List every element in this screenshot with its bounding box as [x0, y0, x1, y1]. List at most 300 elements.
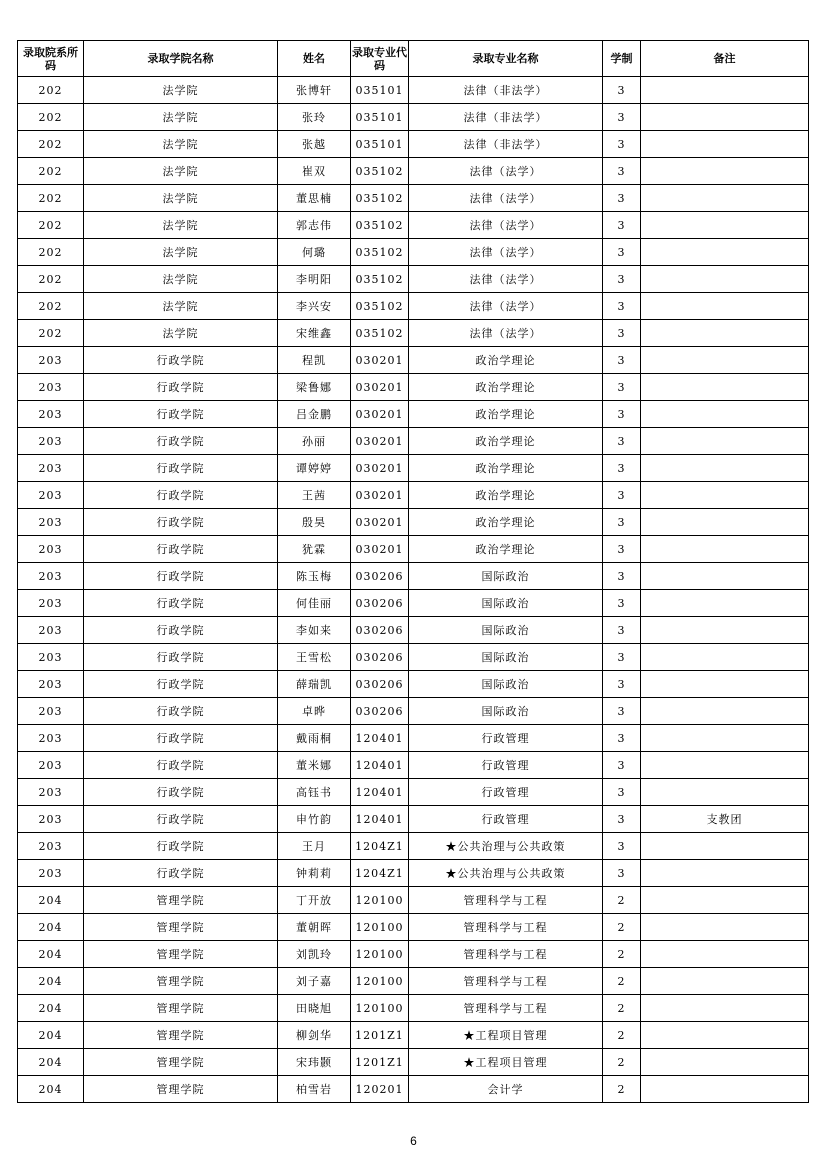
cell-remark — [641, 563, 809, 590]
cell-remark — [641, 644, 809, 671]
table-row — [18, 293, 809, 320]
cell-duration: 3 — [603, 617, 641, 644]
cell-major-code: 120100 — [351, 995, 409, 1022]
cell-college-code: 202 — [18, 293, 84, 320]
cell-major-code: 030201 — [351, 536, 409, 563]
cell-remark — [641, 320, 809, 347]
cell-student-name: 丁开放 — [278, 887, 351, 914]
table-row — [18, 752, 809, 779]
cell-college-name: 行政学院 — [84, 428, 278, 455]
cell-remark — [641, 1022, 809, 1049]
table-row — [18, 914, 809, 941]
cell-college-name: 管理学院 — [84, 1022, 278, 1049]
cell-remark — [641, 968, 809, 995]
cell-college-code: 203 — [18, 482, 84, 509]
cell-major-code: 1204Z1 — [351, 833, 409, 860]
cell-major-name: 国际政治 — [409, 644, 603, 671]
cell-college-code: 203 — [18, 374, 84, 401]
table-row — [18, 455, 809, 482]
cell-college-code: 202 — [18, 185, 84, 212]
cell-college-code: 204 — [18, 995, 84, 1022]
cell-major-code: 120100 — [351, 887, 409, 914]
cell-major-name: ★公共治理与公共政策 — [409, 860, 603, 887]
cell-duration: 3 — [603, 320, 641, 347]
cell-major-name: 法律（法学） — [409, 212, 603, 239]
cell-college-name: 行政学院 — [84, 698, 278, 725]
cell-college-name: 行政学院 — [84, 806, 278, 833]
cell-duration: 3 — [603, 536, 641, 563]
cell-student-name: 田晓旭 — [278, 995, 351, 1022]
col-header-name: 姓名 — [278, 41, 351, 77]
cell-major-name: 政治学理论 — [409, 428, 603, 455]
cell-major-name: 国际政治 — [409, 590, 603, 617]
cell-remark — [641, 833, 809, 860]
table-row — [18, 644, 809, 671]
table-row — [18, 131, 809, 158]
cell-major-name: 法律（法学） — [409, 266, 603, 293]
cell-major-code: 030206 — [351, 590, 409, 617]
cell-remark — [641, 455, 809, 482]
table-row — [18, 1076, 809, 1103]
cell-student-name: 戴雨桐 — [278, 725, 351, 752]
cell-duration: 3 — [603, 158, 641, 185]
cell-college-name: 法学院 — [84, 158, 278, 185]
cell-major-code: 035101 — [351, 77, 409, 104]
cell-duration: 2 — [603, 995, 641, 1022]
cell-student-name: 刘子嘉 — [278, 968, 351, 995]
cell-student-name: 薛瑞凯 — [278, 671, 351, 698]
cell-remark — [641, 347, 809, 374]
cell-college-code: 204 — [18, 941, 84, 968]
cell-student-name: 何璐 — [278, 239, 351, 266]
table-row — [18, 671, 809, 698]
cell-duration: 3 — [603, 401, 641, 428]
cell-student-name: 王茜 — [278, 482, 351, 509]
table-row — [18, 482, 809, 509]
cell-duration: 2 — [603, 1049, 641, 1076]
cell-college-name: 行政学院 — [84, 536, 278, 563]
table-row — [18, 536, 809, 563]
cell-major-name: 管理科学与工程 — [409, 941, 603, 968]
cell-college-name: 行政学院 — [84, 860, 278, 887]
cell-college-code: 204 — [18, 914, 84, 941]
cell-major-name: 国际政治 — [409, 563, 603, 590]
cell-major-code: 030201 — [351, 347, 409, 374]
cell-major-code: 030201 — [351, 428, 409, 455]
cell-student-name: 孙丽 — [278, 428, 351, 455]
cell-major-code: 030206 — [351, 698, 409, 725]
cell-remark — [641, 158, 809, 185]
cell-major-code: 035102 — [351, 212, 409, 239]
table-row — [18, 968, 809, 995]
cell-duration: 3 — [603, 185, 641, 212]
cell-college-code: 202 — [18, 158, 84, 185]
cell-duration: 3 — [603, 266, 641, 293]
cell-college-code: 203 — [18, 509, 84, 536]
cell-major-name: ★公共治理与公共政策 — [409, 833, 603, 860]
cell-college-code: 204 — [18, 968, 84, 995]
cell-student-name: 宋维鑫 — [278, 320, 351, 347]
cell-duration: 3 — [603, 833, 641, 860]
cell-college-code: 203 — [18, 644, 84, 671]
cell-duration: 3 — [603, 671, 641, 698]
cell-college-name: 管理学院 — [84, 1049, 278, 1076]
cell-duration: 2 — [603, 968, 641, 995]
cell-remark — [641, 1076, 809, 1103]
cell-college-name: 管理学院 — [84, 887, 278, 914]
cell-major-name: 法律（非法学） — [409, 77, 603, 104]
table-row — [18, 617, 809, 644]
cell-college-name: 行政学院 — [84, 509, 278, 536]
cell-major-name: 法律（法学） — [409, 158, 603, 185]
cell-major-name: 管理科学与工程 — [409, 995, 603, 1022]
cell-college-code: 204 — [18, 1049, 84, 1076]
table-row — [18, 239, 809, 266]
cell-college-name: 管理学院 — [84, 1076, 278, 1103]
cell-major-name: 行政管理 — [409, 779, 603, 806]
cell-duration: 2 — [603, 1022, 641, 1049]
cell-duration: 3 — [603, 212, 641, 239]
cell-college-name: 行政学院 — [84, 374, 278, 401]
cell-remark: 支教团 — [641, 806, 809, 833]
cell-student-name: 柳剑华 — [278, 1022, 351, 1049]
cell-student-name: 高钰书 — [278, 779, 351, 806]
cell-college-code: 203 — [18, 860, 84, 887]
col-header-college-name: 录取学院名称 — [84, 41, 278, 77]
cell-college-code: 202 — [18, 77, 84, 104]
cell-major-code: 030206 — [351, 644, 409, 671]
table-row — [18, 212, 809, 239]
cell-duration: 3 — [603, 752, 641, 779]
cell-college-code: 203 — [18, 752, 84, 779]
cell-student-name: 程凯 — [278, 347, 351, 374]
table-row — [18, 590, 809, 617]
cell-remark — [641, 131, 809, 158]
cell-student-name: 梁鲁娜 — [278, 374, 351, 401]
cell-remark — [641, 509, 809, 536]
cell-major-name: 法律（法学） — [409, 320, 603, 347]
cell-college-name: 法学院 — [84, 266, 278, 293]
cell-major-name: 政治学理论 — [409, 347, 603, 374]
cell-duration: 3 — [603, 374, 641, 401]
cell-major-code: 1204Z1 — [351, 860, 409, 887]
cell-major-name: 政治学理论 — [409, 374, 603, 401]
cell-college-name: 法学院 — [84, 185, 278, 212]
cell-student-name: 宋玮颢 — [278, 1049, 351, 1076]
cell-student-name: 何佳丽 — [278, 590, 351, 617]
cell-college-code: 203 — [18, 779, 84, 806]
cell-remark — [641, 914, 809, 941]
cell-remark — [641, 617, 809, 644]
cell-major-name: 政治学理论 — [409, 401, 603, 428]
cell-duration: 3 — [603, 779, 641, 806]
table-row — [18, 887, 809, 914]
cell-student-name: 李明阳 — [278, 266, 351, 293]
cell-remark — [641, 779, 809, 806]
cell-major-name: 法律（法学） — [409, 185, 603, 212]
cell-duration: 2 — [603, 914, 641, 941]
cell-remark — [641, 293, 809, 320]
cell-duration: 3 — [603, 239, 641, 266]
table-row — [18, 806, 809, 833]
table-row — [18, 509, 809, 536]
table-row — [18, 1049, 809, 1076]
cell-remark — [641, 77, 809, 104]
cell-student-name: 谭婷婷 — [278, 455, 351, 482]
cell-remark — [641, 401, 809, 428]
cell-remark — [641, 185, 809, 212]
cell-college-name: 行政学院 — [84, 644, 278, 671]
cell-student-name: 李如来 — [278, 617, 351, 644]
table-row — [18, 104, 809, 131]
cell-major-code: 030206 — [351, 617, 409, 644]
cell-remark — [641, 725, 809, 752]
cell-college-code: 203 — [18, 347, 84, 374]
col-header-duration: 学制 — [603, 41, 641, 77]
cell-student-name: 张越 — [278, 131, 351, 158]
cell-duration: 3 — [603, 860, 641, 887]
cell-duration: 3 — [603, 455, 641, 482]
cell-major-code: 120100 — [351, 968, 409, 995]
cell-duration: 3 — [603, 806, 641, 833]
cell-major-code: 030206 — [351, 563, 409, 590]
table-row — [18, 698, 809, 725]
cell-student-name: 郭志伟 — [278, 212, 351, 239]
cell-duration: 2 — [603, 1076, 641, 1103]
cell-duration: 3 — [603, 428, 641, 455]
cell-major-name: 管理科学与工程 — [409, 887, 603, 914]
cell-major-code: 1201Z1 — [351, 1049, 409, 1076]
table-row — [18, 860, 809, 887]
cell-remark — [641, 536, 809, 563]
cell-college-name: 法学院 — [84, 77, 278, 104]
cell-duration: 3 — [603, 563, 641, 590]
cell-major-code: 030201 — [351, 482, 409, 509]
cell-college-code: 203 — [18, 455, 84, 482]
cell-college-code: 202 — [18, 320, 84, 347]
cell-college-name: 行政学院 — [84, 563, 278, 590]
cell-major-code: 120401 — [351, 725, 409, 752]
cell-major-name: 会计学 — [409, 1076, 603, 1103]
table-row — [18, 158, 809, 185]
table-row — [18, 374, 809, 401]
cell-remark — [641, 239, 809, 266]
cell-duration: 3 — [603, 131, 641, 158]
cell-major-name: 政治学理论 — [409, 482, 603, 509]
cell-student-name: 董朝晖 — [278, 914, 351, 941]
cell-duration: 3 — [603, 590, 641, 617]
cell-remark — [641, 752, 809, 779]
table-row — [18, 725, 809, 752]
cell-duration: 3 — [603, 104, 641, 131]
cell-college-code: 204 — [18, 887, 84, 914]
cell-college-name: 行政学院 — [84, 779, 278, 806]
cell-remark — [641, 698, 809, 725]
cell-college-code: 203 — [18, 671, 84, 698]
cell-student-name: 申竹韵 — [278, 806, 351, 833]
cell-duration: 3 — [603, 347, 641, 374]
cell-college-name: 法学院 — [84, 293, 278, 320]
cell-remark — [641, 887, 809, 914]
cell-college-name: 行政学院 — [84, 482, 278, 509]
cell-duration: 3 — [603, 293, 641, 320]
cell-major-name: 管理科学与工程 — [409, 914, 603, 941]
cell-college-name: 行政学院 — [84, 671, 278, 698]
cell-college-code: 203 — [18, 428, 84, 455]
table-row — [18, 185, 809, 212]
cell-remark — [641, 860, 809, 887]
cell-major-name: 政治学理论 — [409, 455, 603, 482]
cell-major-code: 120100 — [351, 941, 409, 968]
table-row — [18, 320, 809, 347]
cell-major-name: 政治学理论 — [409, 536, 603, 563]
cell-college-code: 203 — [18, 725, 84, 752]
cell-student-name: 王雪松 — [278, 644, 351, 671]
cell-student-name: 陈玉梅 — [278, 563, 351, 590]
cell-duration: 2 — [603, 941, 641, 968]
cell-major-code: 1201Z1 — [351, 1022, 409, 1049]
cell-major-code: 030201 — [351, 374, 409, 401]
cell-college-name: 法学院 — [84, 104, 278, 131]
cell-remark — [641, 266, 809, 293]
cell-college-name: 管理学院 — [84, 941, 278, 968]
table-row — [18, 563, 809, 590]
col-header-major-name: 录取专业名称 — [409, 41, 603, 77]
cell-duration: 3 — [603, 725, 641, 752]
cell-major-name: 行政管理 — [409, 806, 603, 833]
cell-college-name: 法学院 — [84, 239, 278, 266]
cell-college-code: 202 — [18, 131, 84, 158]
table-row — [18, 266, 809, 293]
cell-major-name: 管理科学与工程 — [409, 968, 603, 995]
cell-student-name: 犹霖 — [278, 536, 351, 563]
cell-college-name: 行政学院 — [84, 401, 278, 428]
table-row — [18, 347, 809, 374]
cell-college-code: 203 — [18, 617, 84, 644]
table-row — [18, 77, 809, 104]
cell-major-code: 120100 — [351, 914, 409, 941]
cell-college-code: 203 — [18, 698, 84, 725]
table-row — [18, 428, 809, 455]
table-row — [18, 1022, 809, 1049]
cell-major-name: 国际政治 — [409, 671, 603, 698]
cell-college-name: 行政学院 — [84, 455, 278, 482]
cell-major-code: 030201 — [351, 509, 409, 536]
cell-duration: 3 — [603, 698, 641, 725]
table-row — [18, 779, 809, 806]
cell-remark — [641, 104, 809, 131]
cell-student-name: 柏雪岩 — [278, 1076, 351, 1103]
cell-student-name: 崔双 — [278, 158, 351, 185]
cell-college-name: 行政学院 — [84, 833, 278, 860]
cell-major-code: 120401 — [351, 752, 409, 779]
page-number: 6 — [410, 1134, 417, 1148]
cell-student-name: 钟莉莉 — [278, 860, 351, 887]
cell-major-code: 035102 — [351, 266, 409, 293]
cell-remark — [641, 482, 809, 509]
cell-major-name: ★工程项目管理 — [409, 1022, 603, 1049]
cell-remark — [641, 212, 809, 239]
cell-major-code: 120401 — [351, 779, 409, 806]
table-row — [18, 941, 809, 968]
cell-student-name: 刘凯玲 — [278, 941, 351, 968]
cell-major-name: 法律（非法学） — [409, 131, 603, 158]
cell-remark — [641, 1049, 809, 1076]
cell-major-name: 国际政治 — [409, 617, 603, 644]
cell-college-name: 行政学院 — [84, 347, 278, 374]
cell-remark — [641, 428, 809, 455]
cell-remark — [641, 995, 809, 1022]
cell-major-code: 035101 — [351, 104, 409, 131]
cell-duration: 3 — [603, 644, 641, 671]
cell-college-name: 法学院 — [84, 212, 278, 239]
cell-major-code: 120401 — [351, 806, 409, 833]
table-row — [18, 401, 809, 428]
cell-major-name: ★工程项目管理 — [409, 1049, 603, 1076]
cell-student-name: 吕金鹏 — [278, 401, 351, 428]
cell-college-code: 202 — [18, 266, 84, 293]
cell-college-code: 204 — [18, 1076, 84, 1103]
cell-college-name: 行政学院 — [84, 752, 278, 779]
cell-major-code: 035102 — [351, 239, 409, 266]
cell-remark — [641, 374, 809, 401]
cell-major-name: 法律（法学） — [409, 293, 603, 320]
cell-college-code: 202 — [18, 104, 84, 131]
cell-college-code: 203 — [18, 563, 84, 590]
cell-duration: 3 — [603, 77, 641, 104]
cell-major-code: 030201 — [351, 455, 409, 482]
cell-remark — [641, 590, 809, 617]
cell-college-name: 法学院 — [84, 131, 278, 158]
cell-college-code: 202 — [18, 212, 84, 239]
cell-major-code: 120201 — [351, 1076, 409, 1103]
cell-student-name: 董米娜 — [278, 752, 351, 779]
col-header-major-code: 录取专业代码 — [351, 41, 409, 77]
cell-college-name: 行政学院 — [84, 617, 278, 644]
cell-college-code: 203 — [18, 833, 84, 860]
cell-remark — [641, 941, 809, 968]
cell-major-name: 法律（非法学） — [409, 104, 603, 131]
cell-major-code: 035102 — [351, 185, 409, 212]
cell-major-name: 行政管理 — [409, 752, 603, 779]
cell-major-name: 政治学理论 — [409, 509, 603, 536]
cell-duration: 3 — [603, 509, 641, 536]
cell-college-code: 203 — [18, 590, 84, 617]
cell-major-name: 法律（法学） — [409, 239, 603, 266]
cell-duration: 3 — [603, 482, 641, 509]
cell-major-code: 035102 — [351, 320, 409, 347]
cell-college-name: 管理学院 — [84, 914, 278, 941]
cell-major-code: 035102 — [351, 293, 409, 320]
cell-college-name: 管理学院 — [84, 968, 278, 995]
cell-major-code: 035102 — [351, 158, 409, 185]
cell-major-name: 行政管理 — [409, 725, 603, 752]
cell-major-code: 030201 — [351, 401, 409, 428]
cell-college-name: 行政学院 — [84, 725, 278, 752]
cell-student-name: 李兴安 — [278, 293, 351, 320]
cell-college-code: 204 — [18, 1022, 84, 1049]
cell-college-name: 管理学院 — [84, 995, 278, 1022]
cell-student-name: 殷昊 — [278, 509, 351, 536]
cell-student-name: 卓晔 — [278, 698, 351, 725]
cell-major-code: 030206 — [351, 671, 409, 698]
cell-major-code: 035101 — [351, 131, 409, 158]
cell-student-name: 董思楠 — [278, 185, 351, 212]
cell-student-name: 张博轩 — [278, 77, 351, 104]
cell-student-name: 王月 — [278, 833, 351, 860]
cell-college-code: 203 — [18, 806, 84, 833]
table-row — [18, 995, 809, 1022]
